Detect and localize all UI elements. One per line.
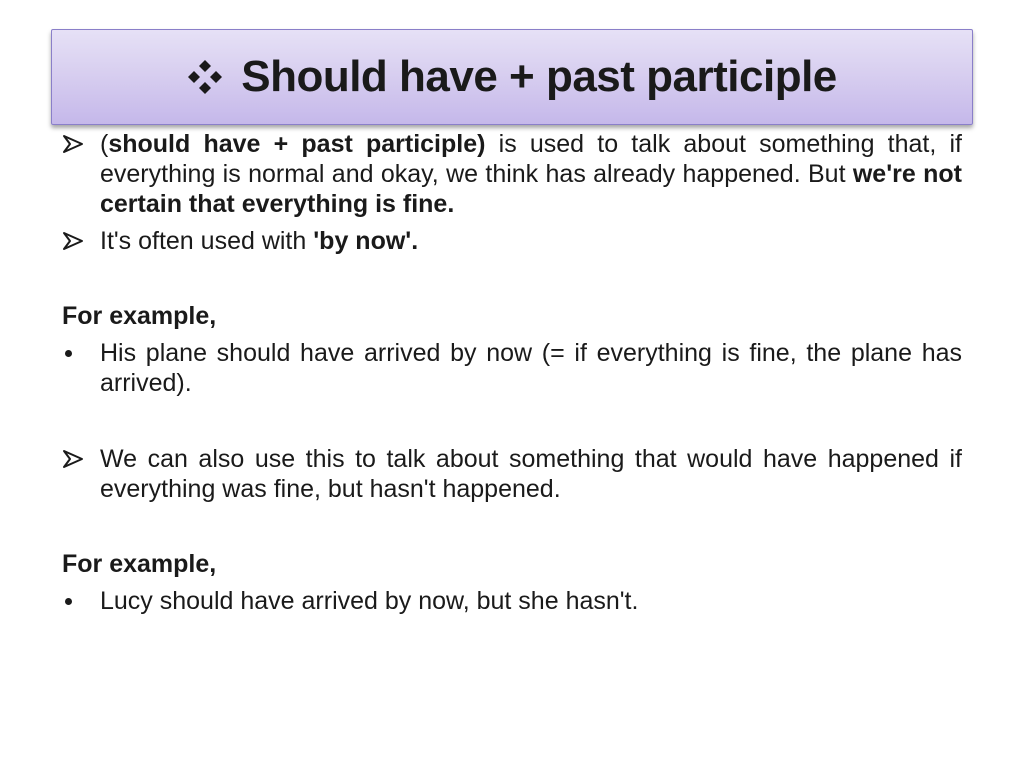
slide-title: Should have + past participle [241,52,837,101]
item-1-text-open: ( [100,130,109,158]
bullet-dot-icon [62,338,86,368]
arrowhead-icon [62,129,86,159]
example-item-2 [62,586,962,616]
example-heading-2: For example, [62,550,217,578]
slide-content [62,127,962,616]
bullet-item-3 [62,444,962,504]
item-1-text-bold: should have + past participle) [108,130,486,158]
arrowhead-icon [62,226,86,256]
item-2-text-bold: 'by now'. [313,227,419,255]
item-2-text: It's often used with [100,227,314,255]
item-1-text-body: is used to talk about something that, if everything is normal and okay, we think has already happened. But [100,130,962,188]
example-item-1 [62,338,962,398]
example-2-text: Lucy should have arrived by now, but she hasn't. [100,587,639,615]
title-bar [51,29,973,125]
bullet-item-2 [62,226,962,256]
bullet-item-1 [62,129,962,219]
four-diamond-icon [187,59,223,95]
item-3-text: We can also use this to talk about something that would have happened if everything was fine, but hasn't happened. [100,445,962,503]
item-1-text-emphasis: we're not certain that everything is fine. [100,160,962,218]
arrowhead-icon [62,444,86,474]
example-heading-1: For example, [62,302,217,330]
bullet-dot-icon [62,586,86,616]
example-1-text: His plane should have arrived by now (= if everything is fine, the plane has arrived). [100,339,962,397]
